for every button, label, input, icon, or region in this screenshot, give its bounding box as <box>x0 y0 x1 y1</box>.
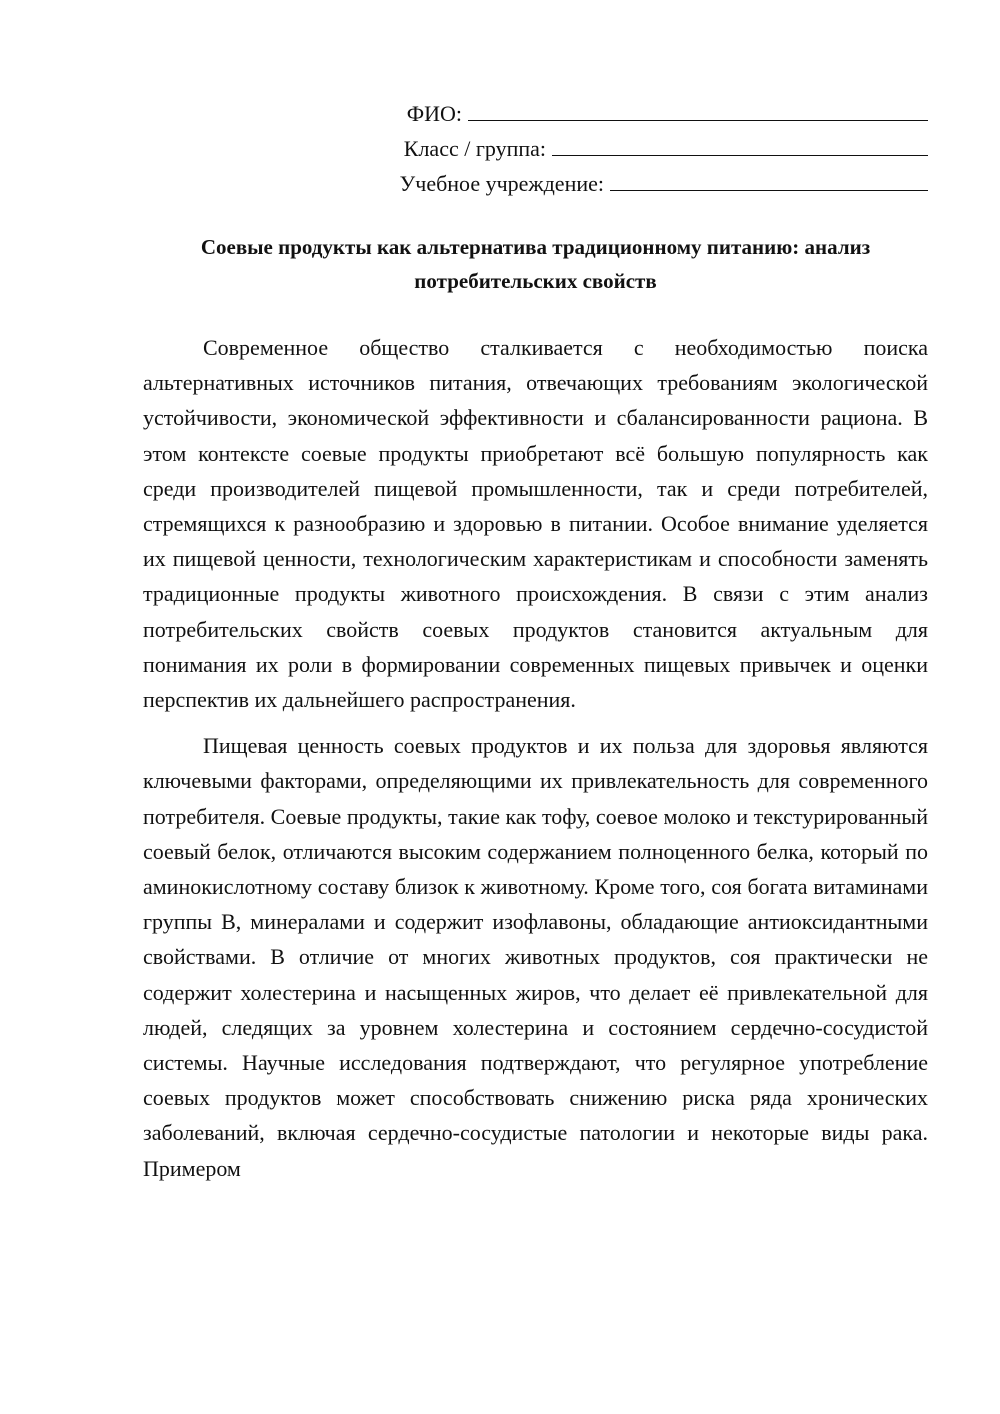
fio-field <box>368 92 928 127</box>
school-blank-line <box>610 190 928 191</box>
paragraph-intro: Современное общество сталкивается с необходимостью поиска альтернативных источников питания, отвечающих требованиям экологической устойчивости, экономической эффективности и сбалансированности рациона. В этом контексте соевые продукты приобретают всё большую популярность как среди производителей пищевой промышленности, так и среди потребителей, стремящихся к разнообразию и здоровью в питании. Особое внимание уделяется их пищевой ценности, технологическим характеристикам и способности заменять традиционные продукты животного происхождения. В связи с этим анализ потребительских свойств соевых продуктов становится актуальным для понимания их роли в формировании современных пищевых привычек и оценки перспектив их дальнейшего распространения. <box>143 335 928 713</box>
student-info-block <box>368 92 928 197</box>
school-label: Учебное учреждение: <box>399 171 604 196</box>
document-body <box>143 330 928 1197</box>
fio-label: ФИО: <box>406 101 462 126</box>
document-title: Соевые продукты как альтернатива традиционному питанию: анализ потребительских свойств <box>200 235 871 293</box>
class-field <box>368 127 928 162</box>
class-blank-line <box>552 155 928 156</box>
class-label: Класс / группа: <box>403 136 546 161</box>
paragraph-nutrition: Пищевая ценность соевых продуктов и их польза для здоровья являются ключевыми факторами, определяющими их привлекательность для современного потребителя. Соевые продукты, такие как тофу, соевое молоко и текстурированный соевый белок, отличаются высоким содержанием полноценного белка, который по аминокислотному составу близок к животному. Кроме того, соя богата витаминами группы B, минералами и содержит изофлавоны, обладающие антиоксидантными свойствами. В отличие от многих животных продуктов, соя практически не содержит холестерина и насыщенных жиров, что делает её привлекательной для людей, следящих за уровнем холестерина и состоянием сердечно-сосудистой системы. Научные исследования подтверждают, что регулярное употребление соевых продуктов может способствовать снижению риска ряда хронических заболеваний, включая сердечно-сосудистые патологии и некоторые виды рака. Примером <box>143 733 928 1181</box>
school-field <box>368 162 928 197</box>
fio-blank-line <box>468 120 928 121</box>
